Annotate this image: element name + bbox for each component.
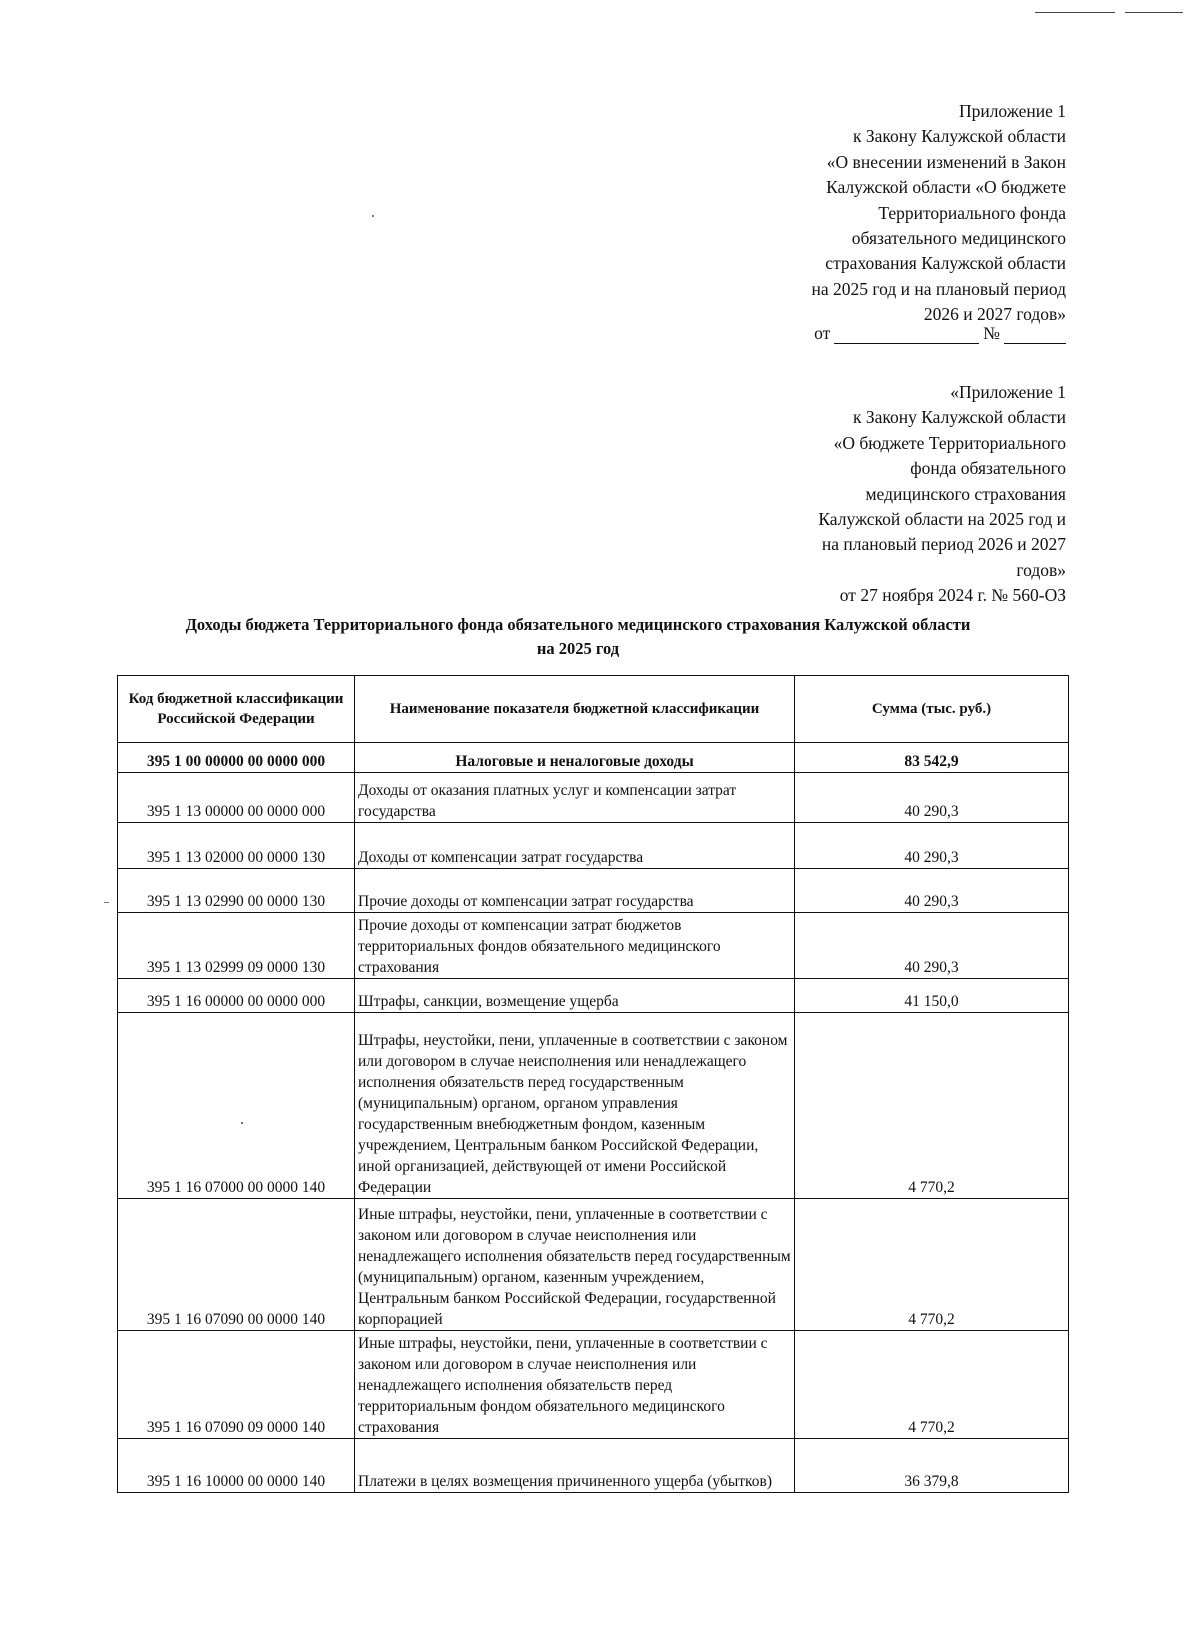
scan-speck — [104, 902, 109, 903]
scan-artifact-line — [1035, 12, 1115, 13]
number-label: № — [983, 323, 1000, 343]
cell-code: 395 1 16 07090 00 0000 140 — [118, 1199, 355, 1331]
annex-line: к Закону Калужской области — [852, 126, 1066, 147]
cell-amount: 40 290,3 — [795, 869, 1069, 913]
cell-name: Налоговые и неналоговые доходы — [355, 743, 795, 773]
table-row — [118, 1013, 1069, 1199]
table-row — [118, 979, 1069, 1013]
cell-name: Доходы от компенсации затрат государства — [355, 823, 795, 869]
table-row — [118, 913, 1069, 979]
cell-name: Штрафы, неустойки, пени, уплаченные в соответствии с законом или договором в случае неисполнения или ненадлежащего исполнения обязательств перед государственным (муниципальным) органом, органом управления государственным внебюджетным фондом, казенным учреждением, Центральным банком Российской Федерации, иной организацией, действующей от имени Российской Федерации — [355, 1013, 795, 1199]
cell-amount: 40 290,3 — [795, 773, 1069, 823]
annex-line: «Приложение 1 — [950, 382, 1066, 402]
title-line: Доходы бюджета Территориального фонда обязательного медицинского страхования Калужской области — [185, 615, 971, 634]
table-header-row — [118, 676, 1069, 743]
cell-code: 395 1 13 02000 00 0000 130 — [118, 823, 355, 869]
cell-name: Штрафы, санкции, возмещение ущерба — [355, 979, 795, 1013]
header-amount: Сумма (тыс. руб.) — [795, 676, 1069, 743]
annex-line: Территориального фонда — [878, 202, 1066, 223]
annex-line: «О бюджете Территориального — [833, 432, 1066, 453]
number-blank-field — [1004, 325, 1066, 344]
annex-line: медицинского страхования — [865, 483, 1066, 504]
annex-line: к Закону Калужской области — [852, 407, 1066, 428]
annex-line: «О внесении изменений в Закон — [826, 151, 1066, 172]
annex-line: 2026 и 2027 годов» — [923, 304, 1066, 325]
annex-line: страхования Калужской области — [825, 253, 1066, 274]
scan-speck — [372, 215, 374, 217]
header-code: Код бюджетной классификации Российской Федерации — [118, 676, 355, 743]
cell-code: 395 1 13 02990 00 0000 130 — [118, 869, 355, 913]
table-row — [118, 743, 1069, 773]
cell-code: 395 1 13 02999 09 0000 130 — [118, 913, 355, 979]
cell-code: 395 1 16 07000 00 0000 140 — [118, 1013, 355, 1199]
cell-name: Прочие доходы от компенсации затрат государства — [355, 869, 795, 913]
cell-code: 395 1 16 00000 00 0000 000 — [118, 979, 355, 1013]
date-number-line — [814, 323, 1066, 344]
cell-code: 395 1 00 00000 00 0000 000 — [118, 743, 355, 773]
annex-line: Калужской области «О бюджете — [826, 177, 1066, 198]
scan-artifact-line — [1125, 12, 1183, 13]
annex-header-current — [811, 99, 1066, 328]
annex-line: обязательного медицинского — [851, 228, 1066, 249]
annex-line: на плановый период 2026 и 2027 — [821, 534, 1066, 555]
cell-code: 395 1 16 07090 09 0000 140 — [118, 1331, 355, 1439]
table-row — [118, 1331, 1069, 1439]
cell-amount: 4 770,2 — [795, 1013, 1069, 1199]
from-label: от — [814, 323, 831, 343]
annex-line: Приложение 1 — [958, 101, 1066, 121]
annex-line: на 2025 год и на плановый период — [811, 278, 1066, 299]
table-row — [118, 1439, 1069, 1493]
cell-amount: 4 770,2 — [795, 1331, 1069, 1439]
revenue-table — [117, 675, 1069, 1493]
date-blank-field — [834, 325, 979, 344]
cell-name: Иные штрафы, неустойки, пени, уплаченные в соответствии с законом или договором в случае неисполнения или ненадлежащего исполнения обязательств перед территориальным фондом обязательного медицинского страхования — [355, 1331, 795, 1439]
header-name: Наименование показателя бюджетной классификации — [355, 676, 795, 743]
title-line: на 2025 год — [536, 639, 620, 658]
cell-name: Иные штрафы, неустойки, пени, уплаченные в соответствии с законом или договором в случае неисполнения или ненадлежащего исполнения обязательств перед государственным (муниципальным) органом, казенным учреждением, Центральным банком Российской Федерации, государственной корпорацией — [355, 1199, 795, 1331]
cell-amount: 36 379,8 — [795, 1439, 1069, 1493]
table-row — [118, 869, 1069, 913]
cell-code: 395 1 13 00000 00 0000 000 — [118, 773, 355, 823]
table-row — [118, 1199, 1069, 1331]
annex-line: фонда обязательного — [910, 458, 1066, 479]
cell-amount: 40 290,3 — [795, 823, 1069, 869]
annex-line: от 27 ноября 2024 г. № 560-ОЗ — [839, 585, 1066, 606]
cell-code: 395 1 16 10000 00 0000 140 — [118, 1439, 355, 1493]
annex-line: годов» — [1016, 559, 1066, 580]
annex-header-original — [818, 380, 1066, 609]
cell-amount: 40 290,3 — [795, 913, 1069, 979]
table-row — [118, 773, 1069, 823]
cell-amount: 4 770,2 — [795, 1199, 1069, 1331]
cell-name: Прочие доходы от компенсации затрат бюджетов территориальных фондов обязательного медицинского страхования — [355, 913, 795, 979]
table-row — [118, 823, 1069, 869]
cell-name: Доходы от оказания платных услуг и компенсации затрат государства — [355, 773, 795, 823]
cell-amount: 41 150,0 — [795, 979, 1069, 1013]
cell-name: Платежи в целях возмещения причиненного ущерба (убытков) — [355, 1439, 795, 1493]
document-title — [118, 613, 1038, 661]
cell-amount: 83 542,9 — [795, 743, 1069, 773]
annex-line: Калужской области на 2025 год и — [818, 509, 1066, 530]
